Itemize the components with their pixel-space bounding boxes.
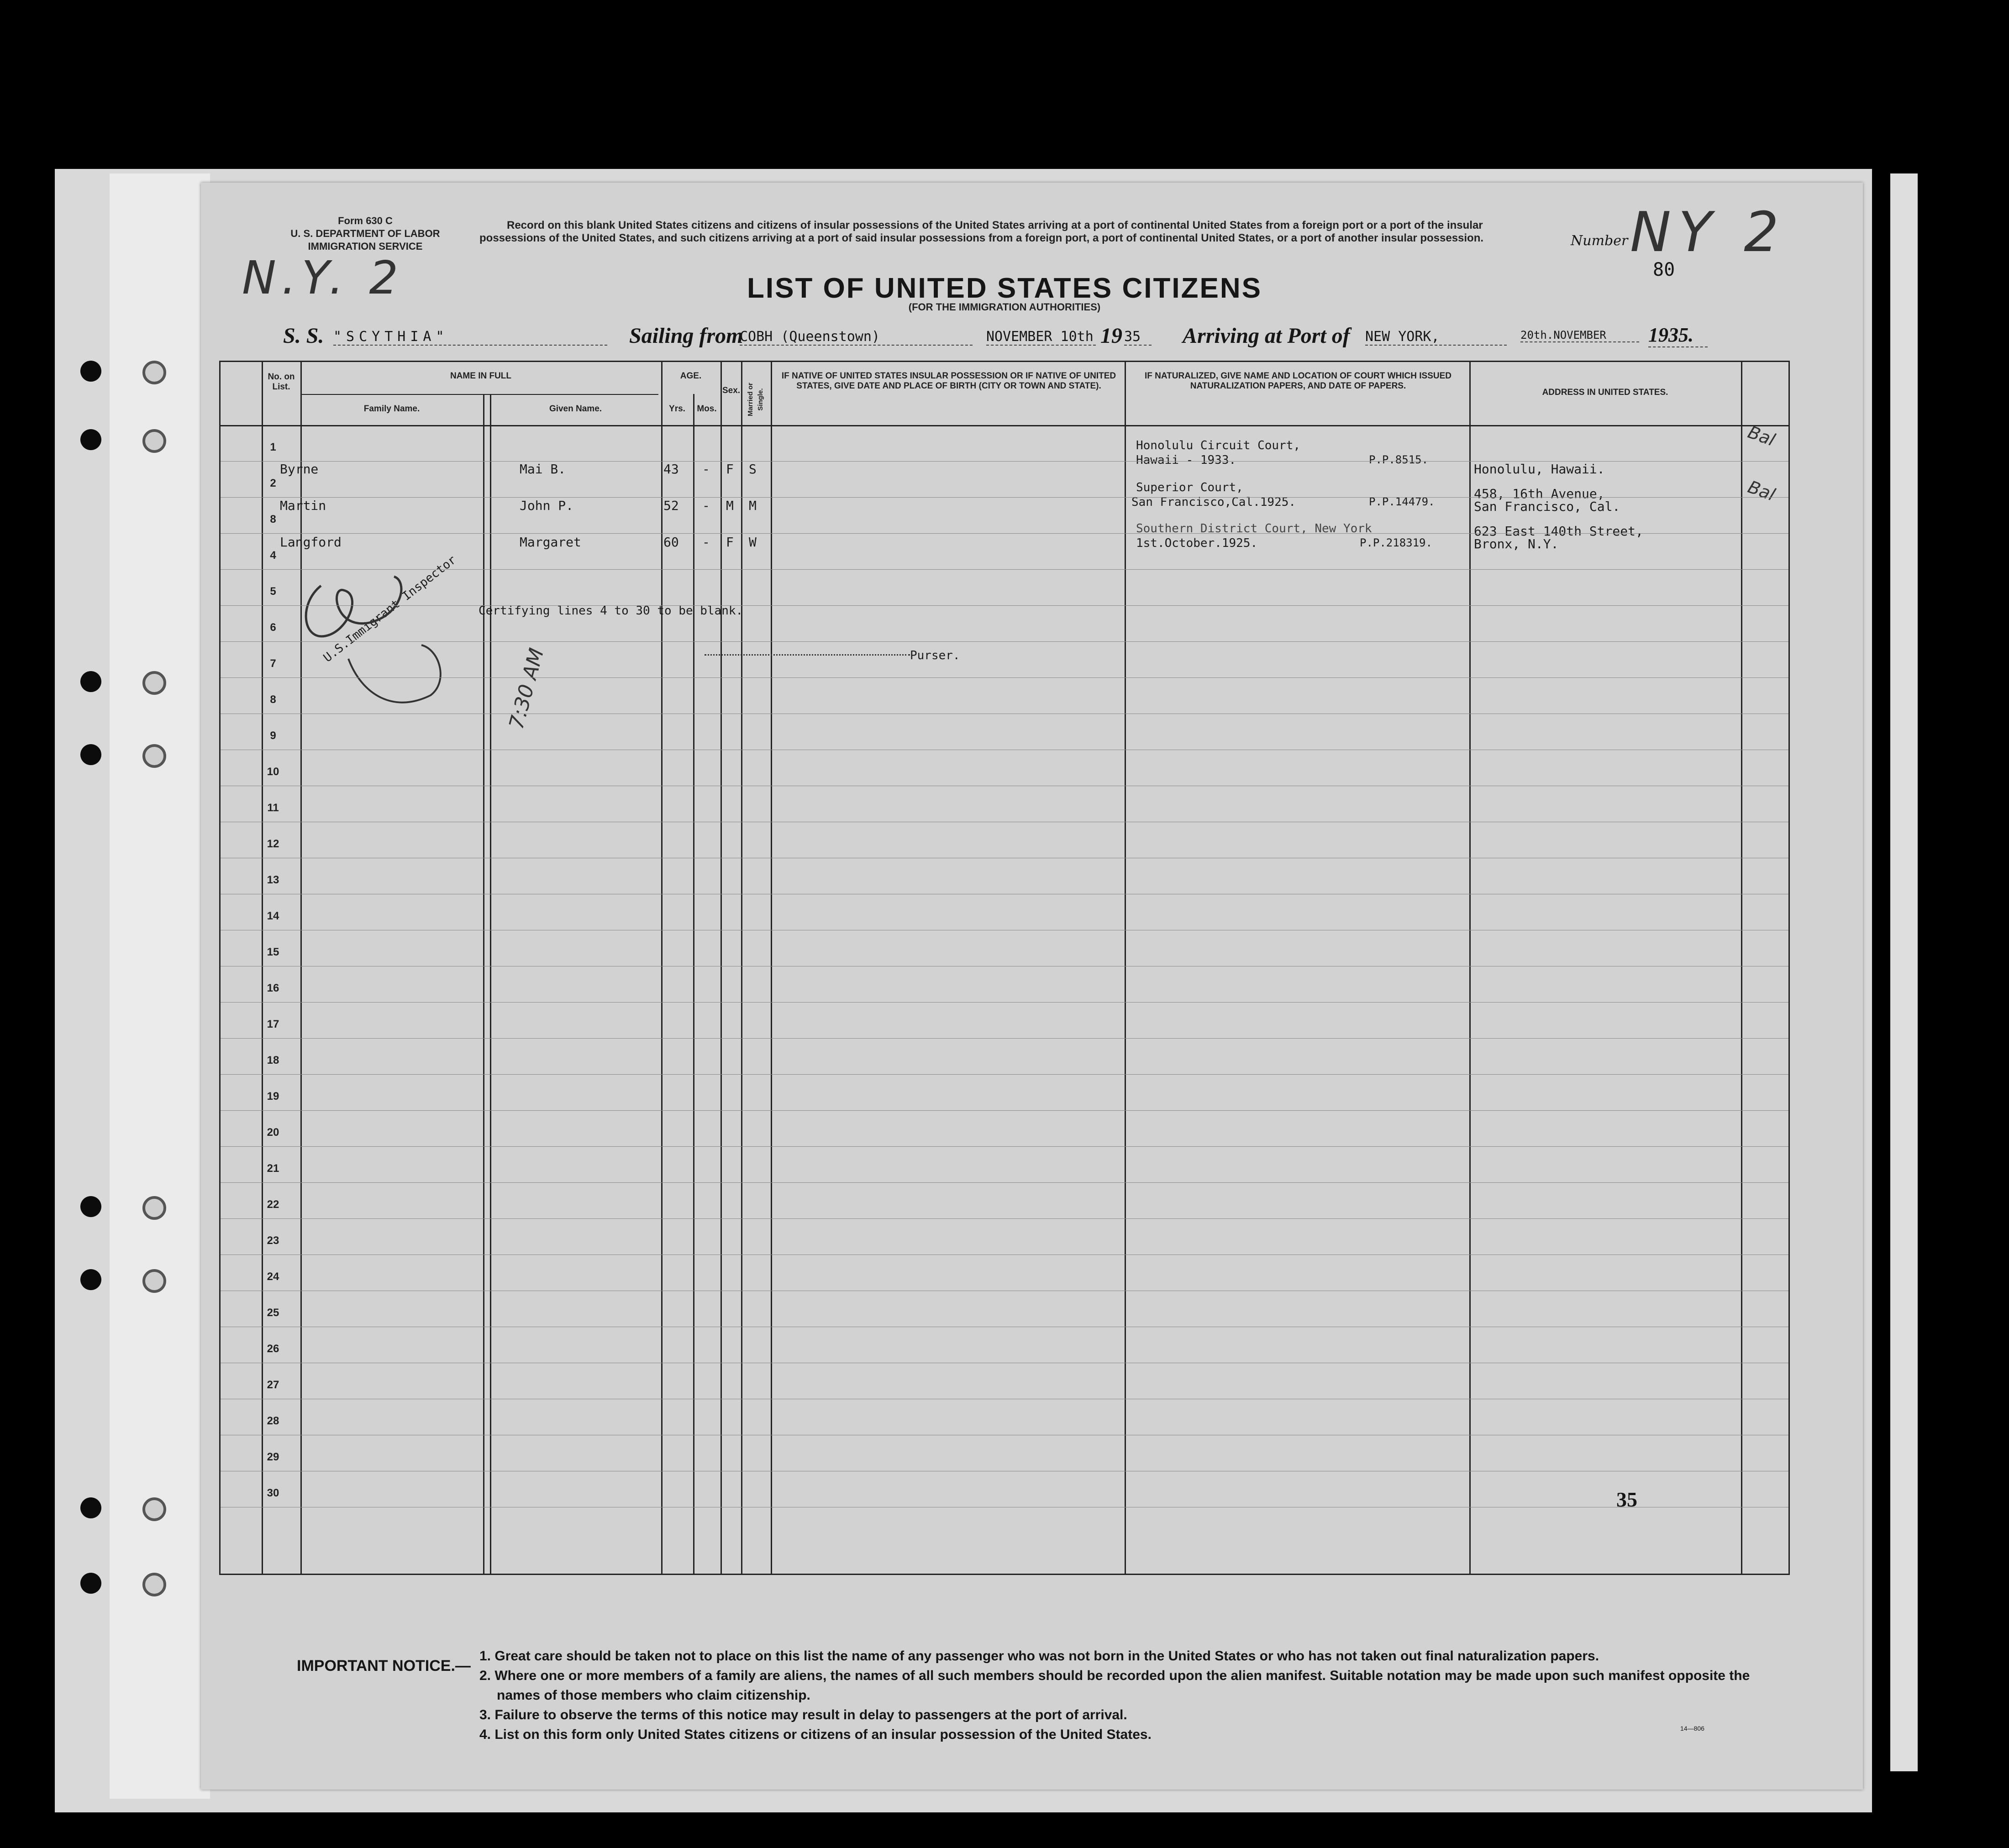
notice-list <box>479 1646 1758 1744</box>
form-id: Form 630 C <box>338 215 393 226</box>
port-of-arrival: NEW YORK, <box>1365 329 1507 346</box>
row-rule <box>221 1110 1788 1111</box>
punch-hole <box>80 1497 101 1518</box>
given-name-3: Margaret <box>520 535 581 550</box>
given-name-1: Mai B. <box>520 462 566 477</box>
court-3-line1: Southern District Court, New York <box>1136 522 1372 536</box>
page-title: LIST OF UNITED STATES CITIZENS <box>747 273 1262 304</box>
row-number: 16 <box>267 982 279 994</box>
given-name-2: John P. <box>520 498 574 513</box>
punch-hole <box>80 361 101 382</box>
row-number: 19 <box>267 1090 279 1102</box>
row-number: 17 <box>267 1018 279 1030</box>
purser-label: Purser. <box>910 649 960 662</box>
notice-item: 1. Great care should be taken not to place on this list the name of any passenger who was not born in the United States or who has not taken out final naturalization papers. <box>479 1648 1599 1664</box>
marital-3: W <box>749 535 757 550</box>
binder-ring <box>142 1269 166 1293</box>
notice-heading: IMPORTANT NOTICE.— <box>297 1657 471 1675</box>
row-rule <box>221 1002 1788 1003</box>
header-address: ADDRESS IN UNITED STATES. <box>1542 388 1668 397</box>
notice-item: 3. Failure to observe the terms of this notice may result in delay to passengers at the port of arrival. <box>479 1707 1127 1722</box>
age-mos-2: - <box>702 498 710 513</box>
address-2-line2: San Francisco, Cal. <box>1474 499 1620 514</box>
papers-2: P.P.14479. <box>1369 495 1435 508</box>
sex-1: F <box>726 462 734 477</box>
row-rule <box>221 1146 1788 1147</box>
row-number: 18 <box>267 1054 279 1066</box>
address-3-line1: 623 East 140th Street, <box>1474 524 1643 539</box>
age-yrs-2: 52 <box>663 498 679 513</box>
marital-2: M <box>749 498 757 513</box>
row-rule <box>221 497 1788 498</box>
row-number: 8 <box>270 513 276 525</box>
row-number: 2 <box>270 477 276 489</box>
row-number: 6 <box>270 621 276 634</box>
sailing-year: 35 <box>1124 329 1152 346</box>
sex-3: F <box>726 535 734 550</box>
department-name: U. S. DEPARTMENT OF LABOR <box>290 228 440 239</box>
binder-ring <box>142 361 166 384</box>
arrival-date: 20th.NOVEMBER <box>1520 329 1639 342</box>
row-rule <box>221 1182 1788 1183</box>
row-number: 1 <box>270 441 276 453</box>
binder-ring <box>142 1573 166 1596</box>
row-number: 28 <box>267 1415 279 1427</box>
age-mos-3: - <box>702 535 710 550</box>
row-number: 10 <box>267 766 279 778</box>
row-number: 21 <box>267 1162 279 1175</box>
certification-text: Certifying lines 4 to 30 to be blank. <box>479 604 743 618</box>
form-code: 14—806 <box>1680 1725 1704 1732</box>
family-name-1: Byrne <box>280 462 319 477</box>
row-number: 12 <box>267 838 279 850</box>
row-rule <box>221 1038 1788 1039</box>
page-number: 35 <box>1616 1488 1637 1511</box>
sex-2: M <box>726 498 734 513</box>
binder-ring <box>142 1196 166 1220</box>
address-3-line2: Bronx, N.Y. <box>1474 536 1559 551</box>
row-number: 27 <box>267 1379 279 1391</box>
number-sub: 80 <box>1653 259 1675 280</box>
row-rule <box>221 641 1788 642</box>
papers-3: P.P.218319. <box>1360 536 1432 549</box>
row-rule <box>221 569 1788 570</box>
row-rule <box>221 533 1788 534</box>
binder-ring <box>142 429 166 453</box>
row-rule <box>221 1218 1788 1219</box>
purser-signature-line <box>705 654 910 656</box>
header-family-name: Family Name. <box>363 404 420 414</box>
binder-ring <box>142 671 166 695</box>
binder-ring <box>142 1497 166 1521</box>
time-note: 7:30 AM <box>505 646 549 732</box>
ss-label: S. S. <box>283 324 324 348</box>
row-number: 5 <box>270 585 276 598</box>
right-edge-strip <box>1890 173 1918 1771</box>
arriving-label: Arriving at Port of <box>1183 324 1350 348</box>
header-native: IF NATIVE OF UNITED STATES INSULAR POSSESSION OR IF NATIVE OF UNITED STATES, GIVE DATE AND PLACE OF BIRTH (CITY OR TOWN AND STATE). <box>781 371 1116 391</box>
binder-ring <box>142 744 166 768</box>
header-mos: Mos. <box>697 404 717 414</box>
court-1-line1: Honolulu Circuit Court, <box>1136 439 1301 452</box>
notice-item: 2. Where one or more members of a family are aliens, the names of all such members should be recorded upon the alien manifest. Suitable notation may be made upon such manifest opposite the names of those members who claim citizenship. <box>479 1668 1750 1703</box>
service-name: IMMIGRATION SERVICE <box>308 241 423 252</box>
margin-note-2: Bal <box>1745 477 1778 505</box>
header-no: No. on List. <box>268 372 295 392</box>
header-given-name: Given Name. <box>549 404 602 414</box>
row-number: 26 <box>267 1343 279 1355</box>
row-number: 7 <box>270 657 276 670</box>
sailing-date: NOVEMBER 10th <box>986 329 1096 346</box>
sailing-label: Sailing from <box>629 324 743 348</box>
age-yrs-1: 43 <box>663 462 679 477</box>
punch-hole <box>80 429 101 450</box>
punch-hole <box>80 1573 101 1594</box>
header-age: AGE. <box>680 371 702 381</box>
sailing-year-prefix: 19 <box>1100 324 1122 348</box>
handwritten-list-id: N.Y. 2 <box>242 251 404 304</box>
row-number: 11 <box>267 802 279 814</box>
marital-1: S <box>749 462 757 477</box>
row-rule <box>221 461 1788 462</box>
row-number: 30 <box>267 1487 279 1499</box>
row-number: 4 <box>270 549 276 562</box>
instructions-text: Record on this blank United States citizens and citizens of insular possessions of the United States arriving at a port of continental United States from a foreign port or a port of the insular possessions of the United States, and such citizens arriving at a port of said insular possessions from a foreign port, a port of continental United States, or a port of another insular possession. <box>479 219 1484 244</box>
inspector-stamp: U.S.Immigrant Inspector <box>321 553 459 665</box>
port-of-departure: COBH (Queenstown) <box>740 329 973 346</box>
header-name-in-full: NAME IN FULL <box>450 371 512 381</box>
row-number: 9 <box>270 730 276 742</box>
court-2-line2: San Francisco,Cal.1925. <box>1131 495 1296 509</box>
ship-name: "SCYTHIA" <box>333 329 607 346</box>
papers-1: P.P.8515. <box>1369 453 1429 466</box>
row-number: 25 <box>267 1307 279 1319</box>
header-naturalized: IF NATURALIZED, GIVE NAME AND LOCATION OF COURT WHICH ISSUED NATURALIZATION PAPERS, AND DATE OF PAPERS. <box>1144 371 1452 391</box>
number-label: Number <box>1571 233 1628 249</box>
page-subtitle: (FOR THE IMMIGRATION AUTHORITIES) <box>908 301 1101 313</box>
family-name-2: Martin <box>280 498 326 513</box>
department-block <box>247 215 484 253</box>
punch-hole <box>80 744 101 765</box>
notice-item: 4. List on this form only United States citizens or citizens of an insular possession of the United States. <box>479 1727 1152 1742</box>
margin-note-1: Bal <box>1745 422 1778 450</box>
age-yrs-3: 60 <box>663 535 679 550</box>
row-number: 23 <box>267 1234 279 1247</box>
row-number: 24 <box>267 1270 279 1283</box>
row-rule <box>221 605 1788 606</box>
row-number: 22 <box>267 1198 279 1211</box>
address-1-line1: Honolulu, Hawaii. <box>1474 462 1605 477</box>
address-2-line1: 458, 16th Avenue, <box>1474 486 1605 501</box>
age-mos-1: - <box>702 462 710 477</box>
punch-hole <box>80 1196 101 1217</box>
handwritten-number: NY 2 <box>1630 201 1786 264</box>
passenger-table <box>219 361 1790 1575</box>
row-number: 15 <box>267 946 279 958</box>
row-number: 14 <box>267 910 279 922</box>
court-1-line2: Hawaii - 1933. <box>1136 453 1236 467</box>
row-number: 20 <box>267 1126 279 1139</box>
row-number: 29 <box>267 1451 279 1463</box>
header-sex: Sex. <box>722 386 741 395</box>
row-number: 13 <box>267 874 279 886</box>
row-number: 8 <box>270 693 276 706</box>
header-yrs: Yrs. <box>669 404 685 414</box>
binder-strip <box>110 173 210 1799</box>
court-2-line1: Superior Court, <box>1136 481 1243 494</box>
family-name-3: Langford <box>280 535 342 550</box>
punch-hole <box>80 671 101 692</box>
inspector-signature <box>294 567 467 723</box>
header-married-single: Married or Single. <box>747 383 764 416</box>
row-rule <box>221 1074 1788 1075</box>
court-3-line2: 1st.October.1925. <box>1136 536 1258 550</box>
row-rule <box>221 677 1788 678</box>
arrival-year: 1935. <box>1648 323 1708 347</box>
punch-hole <box>80 1269 101 1290</box>
